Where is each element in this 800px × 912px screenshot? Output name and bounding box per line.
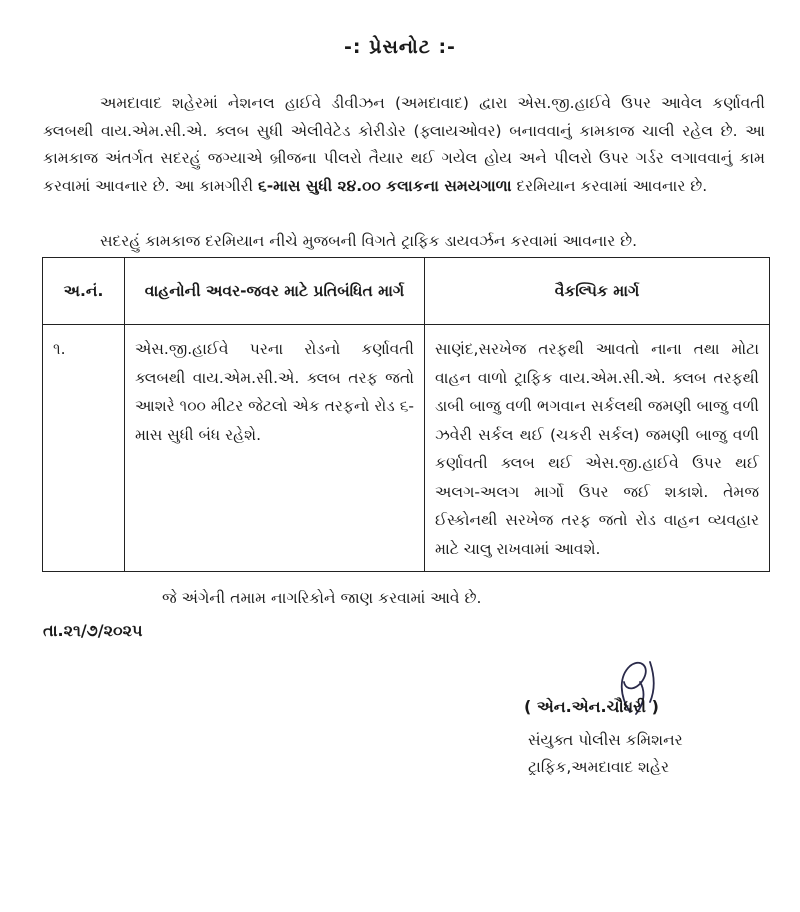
header-alternative-route: વૈકલ્પિક માર્ગ (425, 258, 770, 325)
page-title: -: પ્રેસનોટ :- (344, 36, 456, 58)
closing-line: જે અંગેની તમામ નાગરિકોને જાણ કરવામાં આવે છે. (162, 589, 482, 607)
header-restricted-route: વાહનોની અવર-જવર માટે પ્રતિબંધિત માર્ગ (125, 258, 425, 325)
table-row (43, 325, 770, 572)
signatory-block (528, 727, 683, 781)
diversion-paragraph: સદરહું કામકાજ દરમિયાન નીચે મુજબની વિગતે ટ્રાફિક ડાયવર્ઝન કરવામાં આવનાર છે. (100, 232, 638, 250)
signatory-designation: સંયુક્ત પોલીસ કમિશનર (528, 731, 683, 749)
date: તા.૨૧/૭/૨૦૨૫ (43, 621, 143, 640)
signatory-office: ટ્રાફિક,અમદાવાદ શહેર (528, 758, 670, 776)
header-serial: અ.નં. (43, 258, 125, 325)
row-restricted-route: એસ.જી.હાઈવે પરના રોડનો કર્ણાવતી ક્લબથી વાય.એમ.સી.એ. ક્લબ તરફ જતો આશરે ૧૦૦ મીટર જેટલો એક તરફનો રોડ ૬-માસ સુધી બંધ રહેશે. (125, 325, 425, 572)
intro-text-end: દરમિયાન કરવામાં આવનાર છે. (511, 176, 708, 195)
intro-paragraph (43, 90, 765, 200)
row-serial: ૧. (43, 325, 125, 572)
row-alternative-route: સાણંદ,સરખેજ તરફથી આવતો નાના તથા મોટા વાહન વાળો ટ્રાફિક વાય.એમ.સી.એ. ક્લબ તરફથી ડાબી બાજુ વળી ભગવાન સર્કલથી જમણી બાજુ વળી ઝવેરી સર્કલ થઈ (ચકરી સર્કલ) જમણી બાજુ વળી કર્ણાવતી ક્લબ થઈ એસ.જી.હાઈવે ઉપર થઈ અલગ-અલગ માર્ગો ઉપર જઈ શકાશે. તેમજ ઈસ્કોનથી સરખેજ તરફ જતો રોડ વાહન વ્યવહાર માટે ચાલુ રાખવામાં આવશે. (425, 325, 770, 572)
intro-bold-duration: ૬-માસ સુધી ૨૪.૦૦ કલાકના સમયગાળા (258, 176, 512, 195)
diversion-table (42, 257, 770, 572)
signatory-name: ( એન.એન.ચૌધરી ) (524, 697, 659, 716)
intro-text: અમદાવાદ શહેરમાં નેશનલ હાઈવે ડીવીઝન (અમદાવાદ) દ્વારા એસ.જી.હાઈવે ઉપર આવેલ કર્ણાવતી ક્લબથી વાય.એમ.સી.એ. ક્લબ સુધી એલીવેટેડ કોરીડોર (ફ્લાયઓવર) બનાવવાનું કામકાજ ચાલી રહેલ છે. આ કામકાજ અંતર્ગત સદરહું જગ્યાએ બ્રીજના પીલરો તૈયાર થઈ ગયેલ હોય અને પીલરો ઉપર ગર્ડર લગાવવાનું કામ કરવામાં આવનાર છે. આ કામગીરી (43, 94, 765, 195)
table-header-row (43, 258, 770, 325)
